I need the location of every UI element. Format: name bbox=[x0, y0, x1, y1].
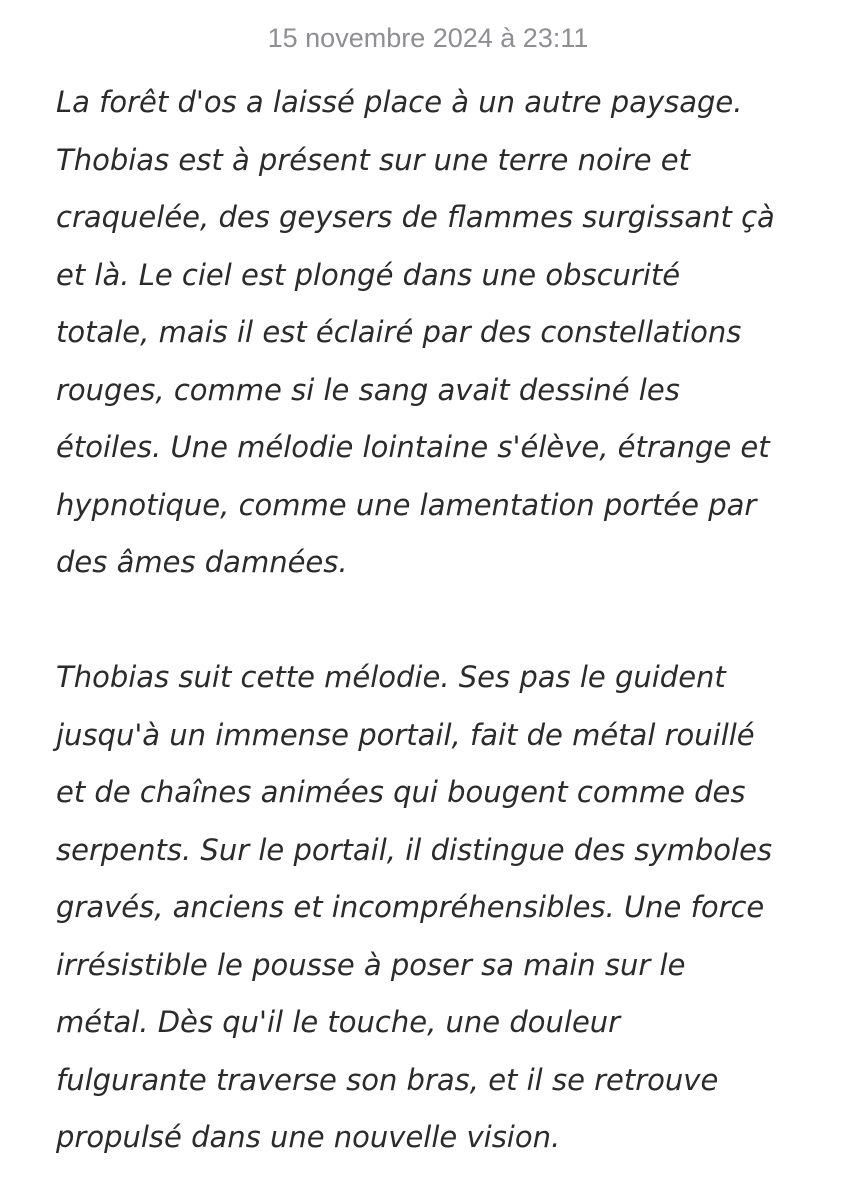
note-body[interactable] bbox=[56, 74, 816, 1167]
note-timestamp: 15 novembre 2024 à 23:11 bbox=[267, 23, 589, 53]
note-paragraph: La forêt d'os a laissé place à un autre paysage. Thobias est à présent sur une terre noire et craquelée, des geysers de flammes surgissant çà et là. Le ciel est plongé dans une obscurité totale, mais il est éclairé par des constellations rouges, comme si le sang avait dessiné les étoiles. Une mélodie lointaine s'élève, étrange et hypnotique, comme une lamentation portée par des âmes damnées. bbox=[56, 85, 775, 579]
note-paragraph: Thobias suit cette mélodie. Ses pas le guident jusqu'à un immense portail, fait de métal rouillé et de chaînes animées qui bougent comme des serpents. Sur le portail, il distingue des symboles gravés, anciens et incompréhensibles. Une force irrésistible le pousse à poser sa main sur le métal. Dès qu'il le touche, une douleur fulgurante traverse son bras, et il se retrouve propulsé dans une nouvelle vision. bbox=[56, 660, 773, 1154]
